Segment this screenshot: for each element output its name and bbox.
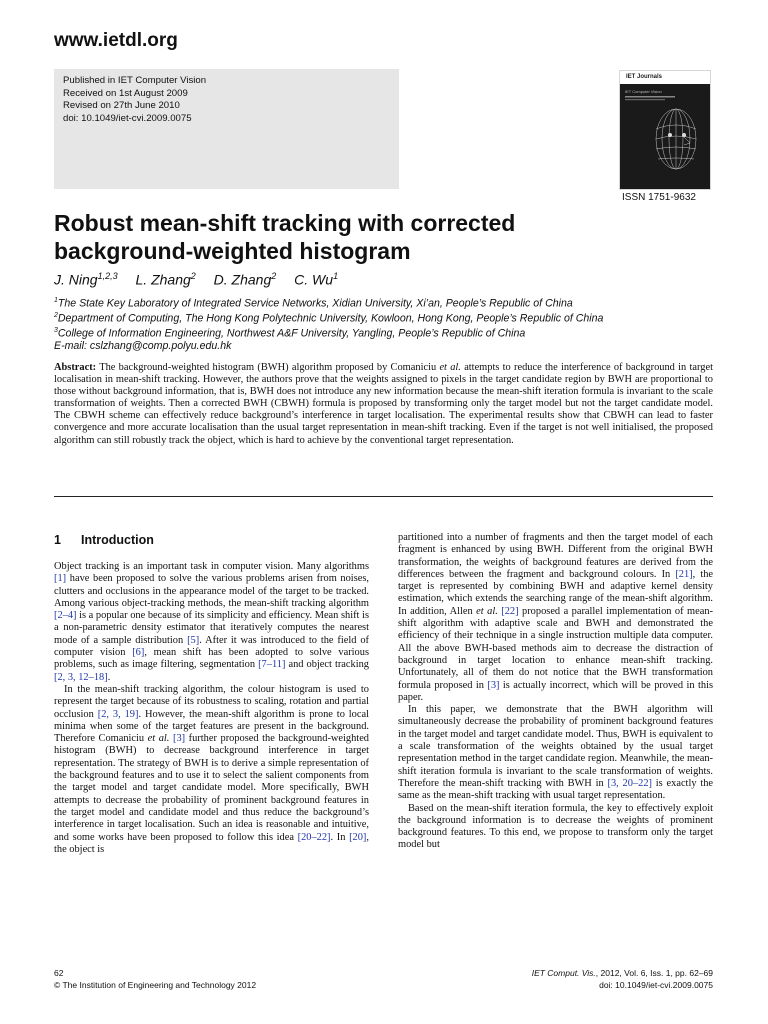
section-title: Introduction (81, 533, 154, 547)
wireframe-face-icon (620, 81, 710, 189)
abstract-text-part1: The background-weighted histogram (BWH) algorithm proposed by Comaniciu (99, 362, 437, 373)
citation-link[interactable]: [2–4] (54, 610, 77, 622)
abstract-label: Abstract: (54, 362, 97, 373)
author-name: C. Wu (294, 271, 334, 288)
publication-info-box (54, 69, 399, 189)
citation-link[interactable]: [5] (187, 634, 200, 646)
cover-subtitle: IET Computer Vision (625, 89, 662, 94)
citation-journal: IET Comput. Vis. (531, 968, 596, 978)
citation-link[interactable]: [6] (132, 647, 145, 659)
footer-doi[interactable]: doi: 10.1049/iet-cvi.2009.0075 (599, 980, 713, 990)
affiliation-mark: 2 (54, 312, 58, 320)
paper-title (54, 209, 515, 265)
affiliation-text: College of Information Engineering, Northwest A&F University, Yangling, People’s Republic of China (57, 327, 526, 340)
revised-date: Revised on 27th June 2010 (63, 100, 180, 111)
author-name: J. Ning (54, 271, 98, 288)
author-affiliation-mark: 2 (271, 271, 277, 281)
paragraph: In this paper, we demonstrate that the BWH algorithm will simultaneously decrease the probability of prominent background features in the target model and target candidate model. Thus, BWH is equivalent to a scale transformation of the weights obtained by the usual target representation method in the target candidate region. Meanwhile, the mean-shift iteration formula is invariant to the scale transformation of weights. Therefore the mean-shift tracking with BWH in [3, 20–22] is exactly the same as the mean-shift tracking with usual target representation. (398, 704, 714, 802)
citation-details: , 2012, Vol. 6, Iss. 1, pp. 62–69 (595, 968, 713, 978)
left-column (54, 561, 369, 856)
citation-link[interactable]: [3, 20–22] (607, 777, 652, 789)
title-line-2: background-weighted histogram (54, 238, 411, 264)
author-affiliation-mark: 2 (190, 271, 196, 281)
citation-link[interactable]: [1] (54, 573, 67, 585)
citation (532, 967, 713, 979)
cover-brand: IET Journals (626, 74, 663, 80)
paragraph: Object tracking is an important task in computer vision. Many algorithms [1] have been proposed to solve the various problems arisen from noises, clutters and occlusions in the appearance model of the target to be tracked. Among various object-tracking methods, the mean-shift tracking algorithm [2–4] is a popular one because of its simplicity and efficiency. Mean shift is a non-parametric density estimator that iteratively computes the nearest mode of a sample distribution [5]. After it was introduced to the field of computer vision [6], mean shift has been adopted to solve various problems, such as image filtering, segmentation [7–11] and object tracking [2, 3, 12–18]. (54, 561, 369, 683)
paragraph: Based on the mean-shift iteration formula, the key to effectively exploit the background information is to decrease the weights of prominent background features. To this end, we propose to transform only the target model but (398, 802, 713, 851)
abstract-etal: et al. (439, 362, 461, 373)
site-url[interactable]: www.ietdl.org (54, 30, 178, 51)
copyright: © The Institution of Engineering and Technology 2012 (54, 980, 257, 990)
affiliation-mark: 1 (54, 297, 58, 304)
paragraph: In the mean-shift tracking algorithm, the colour histogram is used to represent the target because of its robustness to scaling, rotation and partial occlusion [2, 3, 19]. However, the mean-shift algorithm is prone to local minima when some of the target features are present in the background. Therefore Comaniciu et al. [3] further proposed the background-weighted histogram (BWH) to decrease background interference in target representation. The strategy of BWH is to derive a simple representation of the background features and to use it to select the salient components from the target model and target candidate model. More specifically, BWH attempts to decrease the probability of prominent background features in the target model and candidate model and thus reduce the background’s interference in target localisation. Such an idea is reasonable and intuitive, and some works have been proposed to follow this idea [20–22]. In [20], the object is (54, 683, 369, 855)
affiliation-item (54, 310, 603, 325)
doi-text: doi: 10.1049/iet-cvi.2009.0075 (63, 112, 192, 124)
author-affiliation-mark: 1 (333, 271, 339, 281)
section-number: 1 (54, 533, 61, 547)
affiliations (54, 295, 603, 353)
citation-link[interactable]: [22] (501, 605, 519, 617)
citation-link[interactable]: [3] (487, 679, 500, 691)
citation-link[interactable]: [7–11] (258, 659, 286, 671)
citation-link[interactable]: [2, 3, 19] (97, 708, 139, 720)
affiliation-item (54, 325, 603, 340)
affiliation-text: The State Key Laboratory of Integrated Service Networks, Xidian University, Xi’an, People’s Republic of China (57, 297, 573, 310)
contact-email[interactable]: E-mail: cslzhang@comp.polyu.edu.hk (54, 340, 232, 353)
italic-text: et al. (147, 733, 170, 745)
author-list (54, 271, 338, 288)
title-line-1: Robust mean-shift tracking with corrected (54, 210, 516, 236)
received-date: Received on 1st August 2009 (63, 87, 188, 99)
issn-number: ISSN 1751-9632 (622, 192, 696, 203)
citation-link[interactable]: [20] (349, 831, 367, 843)
citation-link[interactable]: [3] (172, 733, 186, 745)
page-number: 62 (54, 968, 64, 978)
footer-right (532, 967, 713, 991)
abstract-text-part2: attempts to reduce the interference of background in target localisation in mean-shift tracking. However, the authors prove that the weights assigned to pixels in the target candidate region by BWH are proportional to those without background information, that is, BWH does not introduce any new information because the mean-shift iteration formula is invariant to the scale transformation of weights. Then a corrected BWH (CBWH) formula is proposed by transforming only the target model but not the target candidate model. The CBWH scheme can effectively reduce background’s interference in target localisation. The experimental results show that CBWH can lead to faster convergence and more accurate localisation than the usual target representation in mean-shift tracking. Even if the target is not well initialised, the proposed algorithm can still robustly track the object, which is hard to achieve by the conventional target representation. (54, 362, 713, 446)
citation-link[interactable]: [21] (675, 568, 693, 580)
paragraph: partitioned into a number of fragments and then the target model of each fragment is enhanced by using BWH. Different from the original BWH transformation, the weights of background features are derived from the differences between the fragment and background colours. In [21], the target is represented by combining BWH and adaptive kernel density estimation, which extends the searching range of the mean-shift algorithm. In addition, Allen et al. [22] proposed a parallel implementation of mean-shift algorithm with adaptive scale and BWH and demonstrated the efficiency of their technique in a single instruction multiple data computer. All the above BWH-based methods aim to decrease the distraction of background in target location to enhance mean-shift tracking. Unfortunately, all of them do not notice that the BWH transformation formula proposed in [3] is actually incorrect, which will be proved in this paper. (398, 532, 714, 703)
affiliation-mark: 3 (54, 327, 58, 335)
affiliation-item (54, 295, 603, 310)
italic-text: et al. (476, 605, 498, 617)
journal-cover-image (619, 70, 711, 190)
section-divider (54, 496, 713, 497)
journal-line: Published in IET Computer Vision (63, 75, 207, 86)
author-name: D. Zhang (213, 271, 272, 288)
author-affiliation-mark: 1,2,3 (97, 271, 118, 281)
right-column (398, 532, 713, 852)
abstract (54, 362, 713, 447)
affiliation-text: Department of Computing, The Hong Kong Polytechnic University, Kowloon, Hong Kong, People’s Republic of China (57, 312, 604, 325)
author-name: L. Zhang (135, 271, 191, 288)
citation-link[interactable]: [20–22] (297, 831, 331, 843)
section-heading (54, 533, 154, 547)
citation-link[interactable]: [2, 3, 12–18] (54, 671, 108, 683)
footer-left (54, 967, 256, 991)
